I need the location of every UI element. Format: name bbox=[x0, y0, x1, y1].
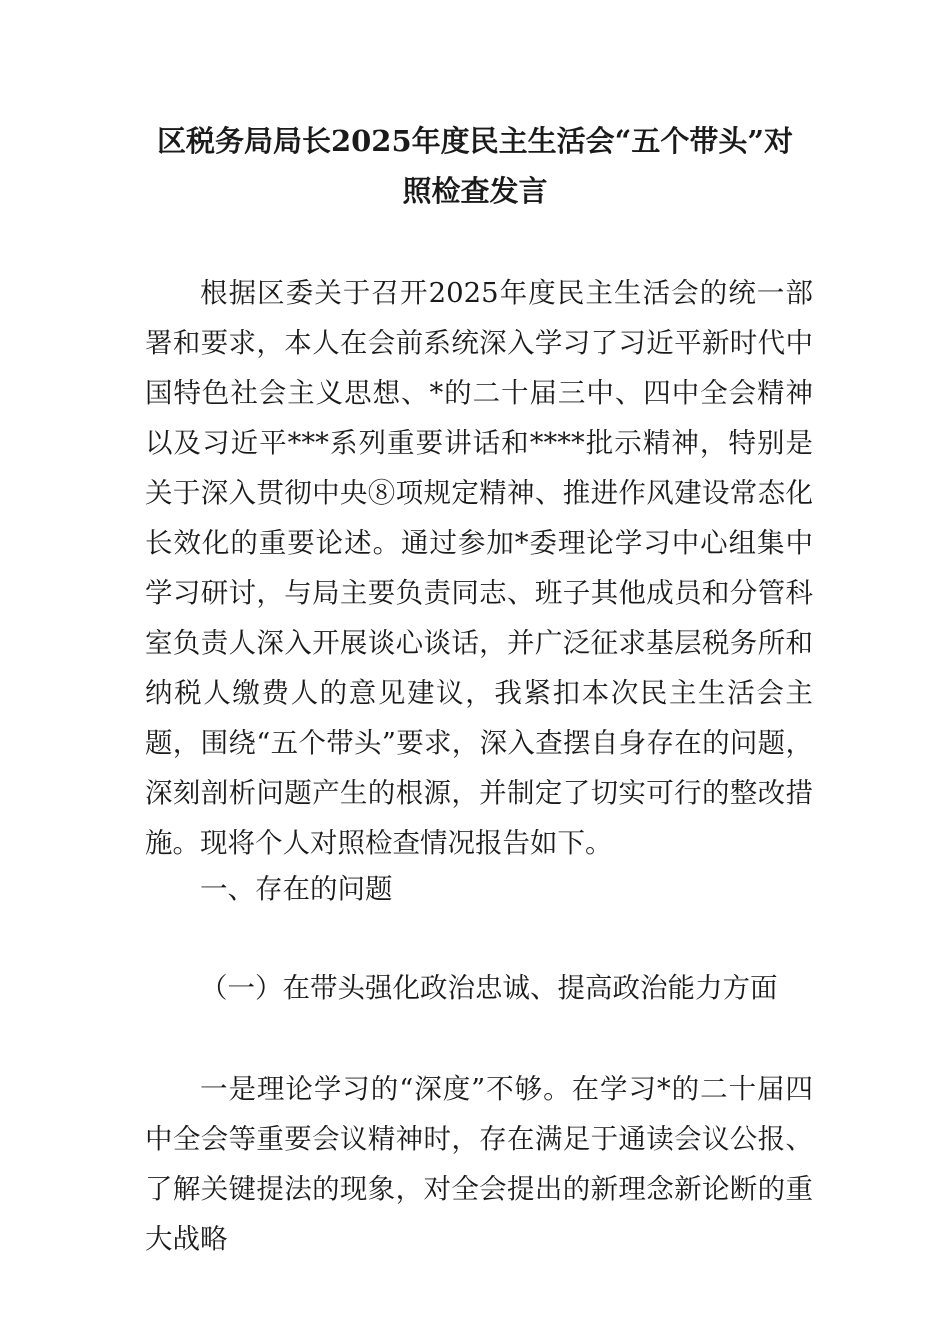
subsection-heading: （一）在带头强化政治忠诚、提高政治能力方面 bbox=[200, 972, 778, 1004]
document-title-line2: 照检查发言 bbox=[402, 174, 548, 208]
point-paragraph: 一是理论学习的“深度”不够。在学习*的二十届四中全会等重要会议精神时，存在满足于通读会议公报、了解关键提法的现象，对全会提出的新理念新论断的重大战略 bbox=[145, 1073, 813, 1255]
section-heading: 一、存在的问题 bbox=[200, 873, 393, 905]
intro-paragraph: 根据区委关于召开2025年度民主生活会的统一部署和要求，本人在会前系统深入学习了习近平新时代中国特色社会主义思想、*的二十届三中、四中全会精神以及习近平***系列重要讲话和****批示精神，特别是关于深入贯彻中央⑧项规定精神、推进作风建设常态化长效化的重要论述。通过参加*委理论学习中心组集中学习研讨，与局主要负责同志、班子其他成员和分管科室负责人深入开展谈心谈话，并广泛征求基层税务所和纳税人缴费人的意见建议，我紧扣本次民主生活会主题，围绕“五个带头”要求，深入查摆自身存在的问题，深刻剖析问题产生的根源，并制定了切实可行的整改措施。现将个人对照检查情况报告如下。 bbox=[145, 277, 813, 859]
document-title-line1: 区税务局局长2025年度民主生活会“五个带头”对 bbox=[156, 124, 794, 158]
